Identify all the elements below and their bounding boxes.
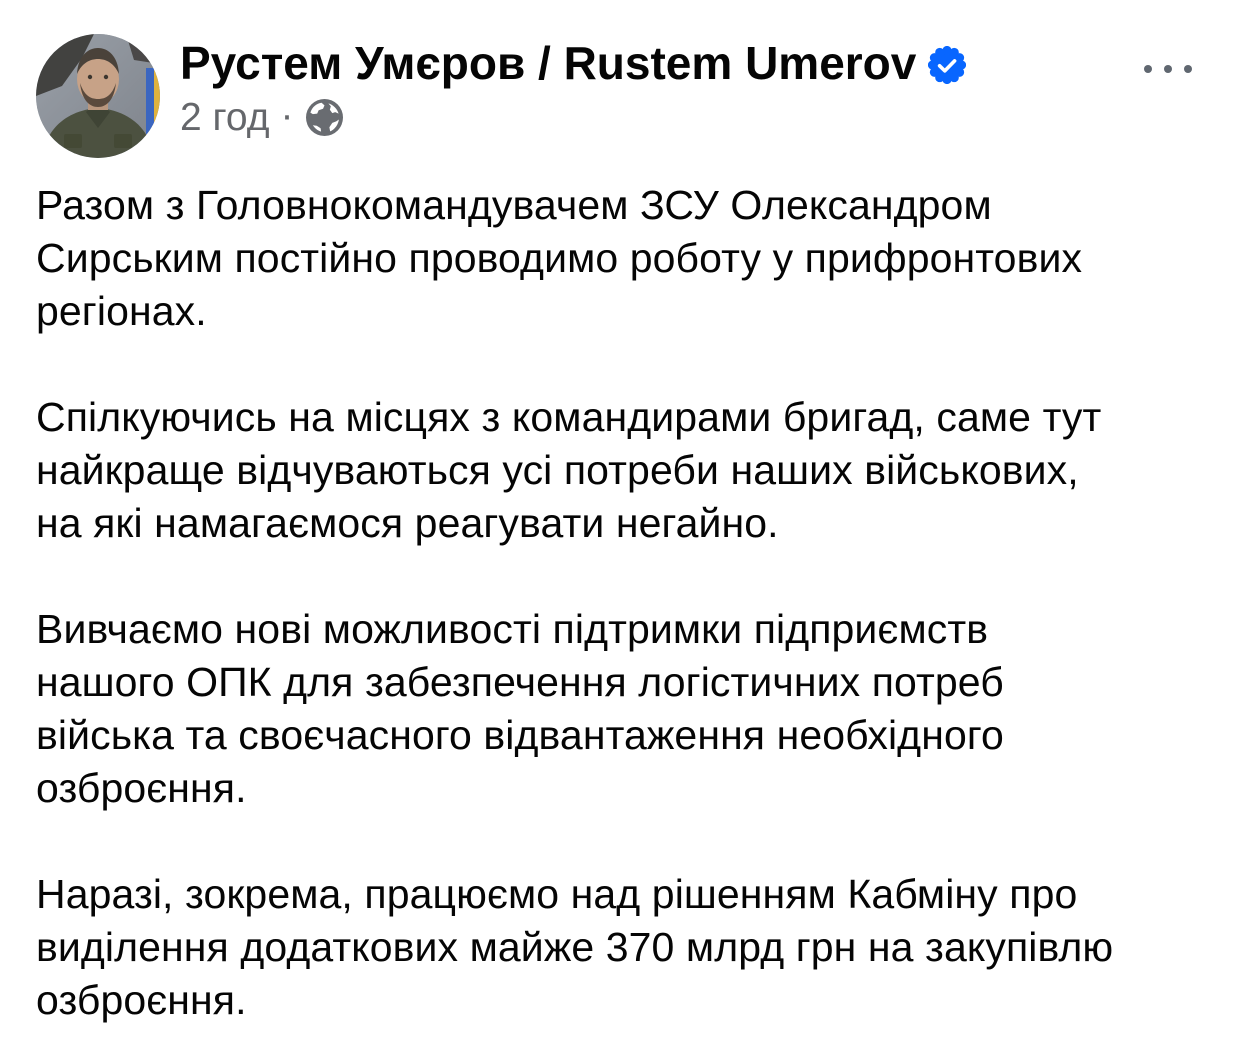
avatar-photo [36,34,160,158]
post-header [36,34,1202,158]
header-info [180,34,966,139]
more-dot [1184,65,1192,73]
meta-row [180,93,966,140]
name-row [180,38,966,90]
post-text-paragraph: Разом з Головнокомандувачем ЗСУ Олександром Сирським постійно проводимо роботу у прифронтових регіонах. [36,182,1083,334]
post-text-paragraph: Наразі, зокрема, працюємо над рішенням Кабміну про виділення додаткових майже 370 млрд грн на закупівлю озброєння. [36,871,1114,1023]
more-dot [1144,65,1152,73]
author-name[interactable]: Рустем Умєров / Rustem Umerov [180,37,917,89]
avatar[interactable] [36,34,160,158]
post-text-paragraph: Спілкуючись на місцях з командирами бригад, саме тут найкраще відчуваються усі потреби наших військових, на які намагаємося реагувати негайно. [36,394,1102,546]
verified-badge-icon [928,46,966,84]
more-dot [1164,65,1172,73]
post-timestamp[interactable]: 2 год [180,95,270,139]
post-text-paragraph: Вивчаємо нові можливості підтримки підприємств нашого ОПК для забезпечення логістичних потреб війська та своєчасного відвантаження необхідного озброєння. [36,606,1004,811]
globe-public-icon [306,99,343,136]
meta-separator: · [280,93,294,137]
post-body [36,179,1128,1027]
more-options-button[interactable] [1138,59,1198,79]
